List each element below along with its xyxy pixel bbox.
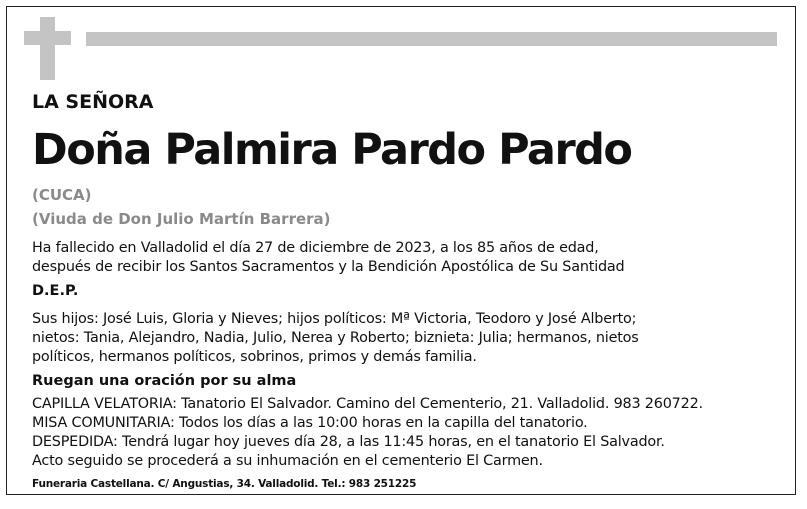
funeral-home-footer: Funeraria Castellana. C/ Angustias, 34. Valladolid. Tel.: 983 251225 [32,478,417,490]
death-line: Ha fallecido en Valladolid el día 27 de diciembre de 2023, a los 85 años de edad, [32,240,599,256]
header-divider [86,32,777,46]
dep-label: D.E.P. [32,283,79,299]
widow-note: (Viuda de Don Julio Martín Barrera) [32,210,331,228]
ceremony-details [32,395,703,471]
detail-line: DESPEDIDA: Tendrá lugar hoy jueves día 28, a las 11:45 horas, en el tanatorio El Salvador. [32,434,665,450]
family-line: políticos, hermanos políticos, sobrinos, primos y demás familia. [32,349,477,365]
detail-line: CAPILLA VELATORIA: Tanatorio El Salvador. Camino del Cementerio, 21. Valladolid. 983 260722. [32,396,703,412]
cross-horizontal-bar [24,31,71,45]
nickname: (CUCA) [32,186,92,204]
family-list [32,310,639,367]
detail-line: Acto seguido se procederá a su inhumación en el cementerio El Carmen. [32,453,543,469]
death-announcement [32,239,625,277]
detail-line: MISA COMUNITARIA: Todos los días a las 10:00 horas en la capilla del tanatorio. [32,415,588,431]
cross-vertical-bar [40,17,55,80]
family-line: Sus hijos: José Luis, Gloria y Nieves; hijos políticos: Mª Victoria, Teodoro y José Alberto; [32,311,637,327]
death-line: después de recibir los Santos Sacramentos y la Bendición Apostólica de Su Santidad [32,259,625,275]
notice-prefix: LA SEÑORA [32,91,154,113]
prayer-request: Ruegan una oración por su alma [32,373,297,389]
deceased-name: Doña Palmira Pardo Pardo [32,125,632,175]
family-line: nietos: Tania, Alejandro, Nadia, Julio, Nerea y Roberto; biznieta: Julia; hermanos, nietos [32,330,639,346]
